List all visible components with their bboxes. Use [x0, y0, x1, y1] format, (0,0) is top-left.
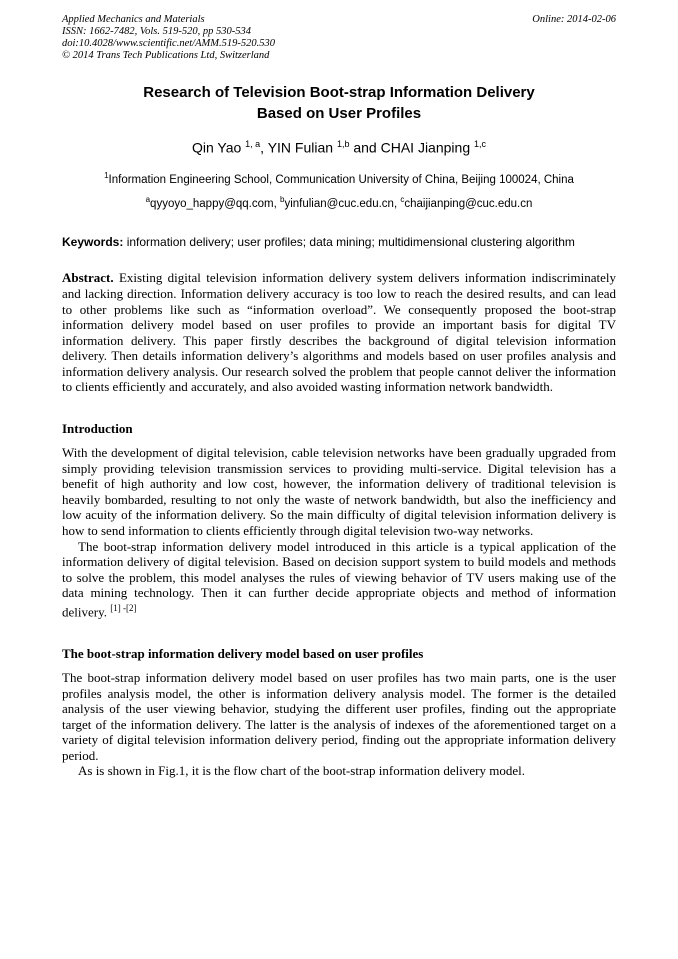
model-paragraph-2: As is shown in Fig.1, it is the flow chart of the boot-strap information delivery model. [78, 763, 525, 779]
abstract-text: Existing digital television information delivery system delivers information indiscriminately and lacking direction. Information delivery accuracy is too low to reach the desired results, and can lead to other problems like such as “information overload”. We consequently proposed the boot-strap information delivery model based on user profiles to provide an important basis for digital TV information delivery. This paper firstly describes the background of digital television information delivery. Then details information delivery’s algorithms and models based on user profiles analysis and information delivery analysis. Our research solved the problem that people cannot deliver the information to clients efficiently and accurately, and also avoided wasting information network bandwidth. [62, 270, 616, 395]
emails-line [62, 193, 616, 211]
journal-name: Applied Mechanics and Materials [62, 14, 205, 25]
journal-header [62, 14, 616, 62]
keywords-text: information delivery; user profiles; data mining; multidimensional clustering algorithm [123, 235, 575, 250]
journal-info [62, 14, 275, 62]
paper-title-line2: Based on User Profiles [256, 105, 422, 122]
keywords-line [62, 235, 616, 250]
affiliation-text: Information Engineering School, Communication University of China, Beijing 100024, China [108, 173, 574, 186]
affiliation-line [62, 169, 616, 187]
keywords-label: Keywords: [62, 235, 124, 250]
email-a-superscript: a [145, 195, 151, 205]
author-separator-2: and [349, 139, 381, 156]
introduction-paragraph-2-text: The boot-strap information delivery model introduced in this article is a typical application of the information delivery of digital television. Based on decision support system to build models and methods to solve the problem, this model analyses the rules of viewing behavior of TV users making use of the data mining technology. Then it can further decide appropriate objects and method of information delivery. [62, 538, 616, 620]
abstract-label: Abstract. [62, 270, 114, 286]
paper-title [62, 82, 616, 124]
abstract-paragraph [62, 270, 616, 395]
email-a: qyyoyo_happy@qq.com, [150, 198, 280, 211]
online-date: Online: 2014-02-06 [532, 14, 616, 25]
email-b-superscript: b [280, 195, 285, 205]
email-b: yinfulian@cuc.edu.cn, [284, 198, 401, 211]
section-heading-model: The boot-strap information delivery model based on user profiles [62, 645, 424, 661]
author-3-name: CHAI Jianping [380, 139, 474, 156]
citation-reference: [1] -[2] [110, 603, 137, 613]
author-3-superscript: 1,c [474, 139, 487, 149]
model-paragraph-1: The boot-strap information delivery model based on user profiles has two main parts, one is the user profiles analysis model, the other is information delivery analysis model. The former is the detailed analysis of the user viewing behavior, studying the different user profiles, finding out the appropriate target of the information delivery. The latter is the analysis of indexes of the aforementioned target on a variety of digital television information delivery period, finding out the appropriate information delivery period. [62, 669, 616, 763]
author-1-name: Qin Yao [191, 139, 246, 156]
email-c-superscript: c [400, 195, 405, 205]
introduction-paragraph-2 [62, 539, 616, 620]
email-c: chaijianping@cuc.edu.cn [404, 198, 533, 211]
journal-doi: doi:10.4028/www.scientific.net/AMM.519-520.530 [62, 38, 275, 49]
author-2-superscript: 1,b [336, 139, 350, 149]
author-2-name: YIN Fulian [267, 139, 337, 156]
journal-issn-volume: ISSN: 1662-7482, Vols. 519-520, pp 530-534 [62, 26, 251, 37]
author-separator-1: , [260, 139, 268, 156]
author-1-superscript: 1, a [245, 139, 261, 149]
introduction-paragraph-1: With the development of digital television, cable television networks have been gradually upgraded from simply providing television transmission services to providing multi-service. Digital television has a benefit of high authority and low cost, however, the information delivery of traditional television is heavily bombarded, resulting to not only the waste of network bandwidth, but also the inefficiency and low acuity of the information delivery. So the main difficulty of digital television information delivery is how to send information to clients efficiently through digital television two-way networks. [62, 445, 616, 539]
section-heading-introduction: Introduction [62, 421, 133, 437]
paper-title-line1: Research of Television Boot-strap Information Delivery [143, 84, 535, 101]
authors-line [62, 136, 616, 157]
affiliation-superscript: 1 [104, 170, 109, 180]
journal-copyright: © 2014 Trans Tech Publications Ltd, Switzerland [62, 50, 270, 61]
